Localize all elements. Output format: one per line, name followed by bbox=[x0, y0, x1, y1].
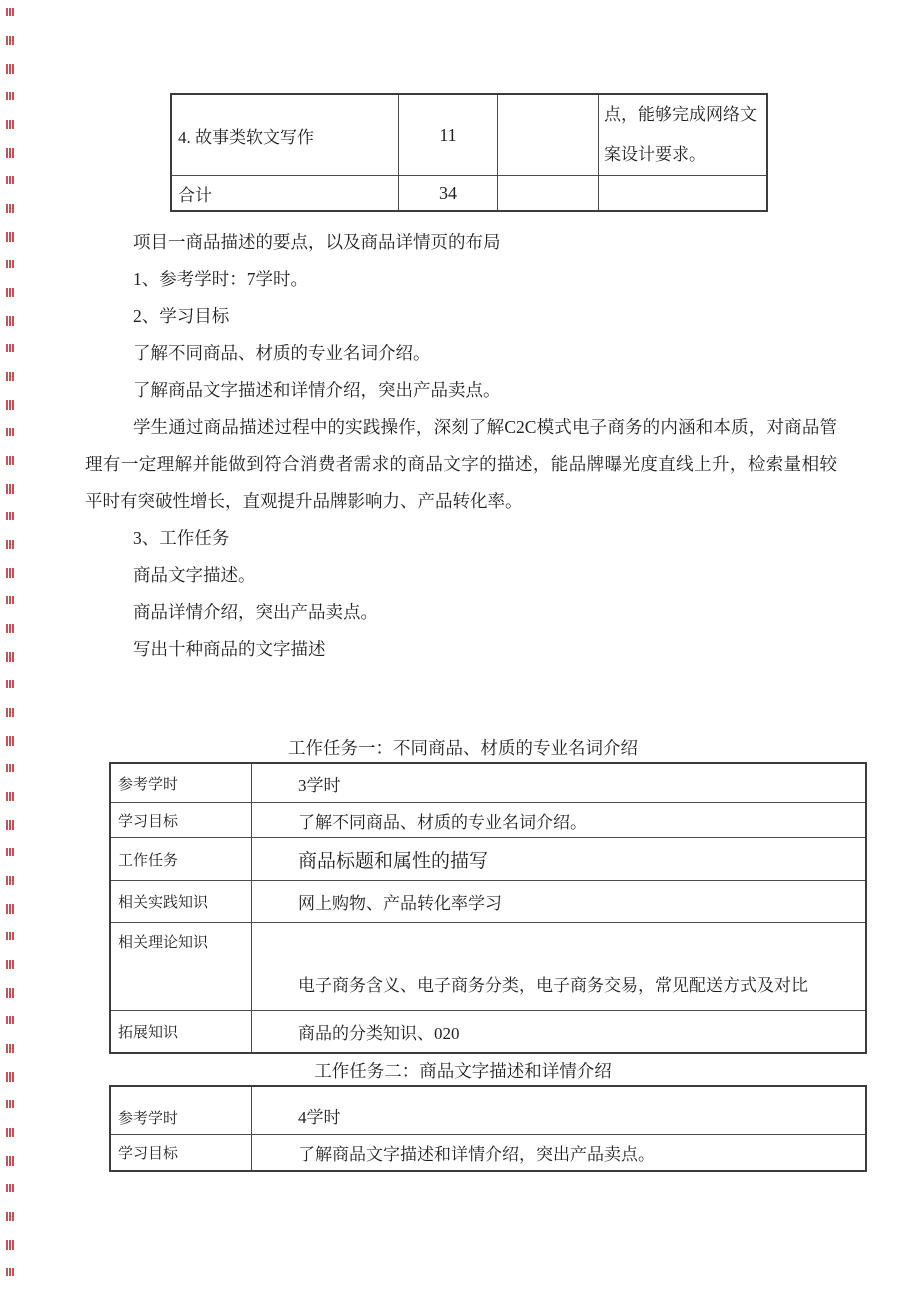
table-row bbox=[110, 881, 866, 923]
paragraph: 2、学习目标 bbox=[133, 306, 230, 326]
table-row bbox=[110, 763, 866, 803]
table-row-total bbox=[171, 176, 767, 212]
requirement-cell: 点，能够完成网络文案设计要求。 bbox=[599, 94, 768, 176]
row-value: 电子商务含义、电子商务分类，电子商务交易，常见配送方式及对比 bbox=[252, 923, 867, 1011]
red-mark bbox=[6, 36, 14, 45]
row-value: 了解不同商品、材质的专业名词介绍。 bbox=[252, 803, 867, 838]
table-row bbox=[110, 1086, 866, 1135]
red-mark bbox=[6, 1100, 14, 1108]
red-mark bbox=[6, 624, 14, 633]
row-label: 学习目标 bbox=[110, 1135, 252, 1172]
paragraph-long: 学生通过商品描述过程中的实践操作，深刻了解C2C模式电子商务的内涵和本质，对商品管理有一定理解并能做到符合消费者需求的商品文字的描述，能品牌曝光度直线上升，检索量相较平时有突破性增长，直观提升品牌影响力、产品转化率。 bbox=[85, 417, 837, 511]
red-mark bbox=[6, 456, 14, 465]
red-mark bbox=[6, 1072, 14, 1082]
table-row bbox=[110, 838, 866, 881]
red-mark bbox=[6, 540, 14, 549]
task-table-1-title: 工作任务一：不同商品、材质的专业名词介绍 bbox=[288, 738, 638, 758]
red-mark bbox=[6, 260, 14, 268]
course-hours-table bbox=[170, 93, 768, 212]
table-row bbox=[110, 923, 866, 1011]
red-mark bbox=[6, 1212, 14, 1221]
table-row bbox=[110, 1011, 866, 1054]
red-mark bbox=[6, 1016, 14, 1024]
red-mark bbox=[6, 596, 14, 604]
red-mark bbox=[6, 176, 14, 184]
row-label: 拓展知识 bbox=[110, 1011, 252, 1054]
red-mark bbox=[6, 792, 14, 801]
red-mark bbox=[6, 1044, 14, 1053]
red-mark bbox=[6, 876, 14, 885]
task-table-2-title: 工作任务二：商品文字描述和详情介绍 bbox=[314, 1061, 612, 1081]
red-mark bbox=[6, 400, 14, 410]
empty-cell bbox=[498, 176, 599, 212]
row-label: 工作任务 bbox=[110, 838, 252, 881]
red-mark bbox=[6, 316, 14, 326]
red-mark bbox=[6, 512, 14, 520]
project-section bbox=[85, 224, 837, 668]
red-mark bbox=[6, 1268, 14, 1276]
red-mark bbox=[6, 932, 14, 940]
section-heading: 项目一商品描述的要点，以及商品详情页的布局 bbox=[133, 232, 501, 252]
red-mark bbox=[6, 148, 14, 158]
red-mark bbox=[6, 1184, 14, 1192]
row-label: 参考学时 bbox=[110, 763, 252, 803]
row-label: 学习目标 bbox=[110, 803, 252, 838]
red-mark bbox=[6, 428, 14, 436]
row-value: 4学时 bbox=[252, 1086, 867, 1135]
red-mark bbox=[6, 1128, 14, 1137]
course-name-cell: 4. 故事类软文写作 bbox=[171, 94, 399, 176]
row-value: 商品的分类知识、020 bbox=[252, 1011, 867, 1054]
row-value: 了解商品文字描述和详情介绍，突出产品卖点。 bbox=[252, 1135, 867, 1172]
table-row bbox=[110, 1135, 866, 1172]
row-value: 3学时 bbox=[252, 763, 867, 803]
hours-cell: 11 bbox=[399, 94, 498, 176]
paragraph: 1、参考学时：7学时。 bbox=[133, 269, 308, 289]
red-mark bbox=[6, 568, 14, 578]
empty-cell bbox=[498, 94, 599, 176]
red-mark bbox=[6, 1156, 14, 1166]
red-mark bbox=[6, 288, 14, 297]
red-mark bbox=[6, 680, 14, 688]
red-mark bbox=[6, 92, 14, 100]
paragraph: 写出十种商品的文字描述 bbox=[133, 639, 326, 659]
red-mark bbox=[6, 232, 14, 242]
red-mark bbox=[6, 120, 14, 129]
red-mark bbox=[6, 484, 14, 494]
row-label: 相关理论知识 bbox=[110, 923, 252, 1011]
paragraph: 商品详情介绍，突出产品卖点。 bbox=[133, 602, 378, 622]
red-mark bbox=[6, 736, 14, 746]
red-mark bbox=[6, 652, 14, 662]
red-mark bbox=[6, 764, 14, 772]
paragraph: 商品文字描述。 bbox=[133, 565, 256, 585]
empty-cell bbox=[599, 176, 768, 212]
red-mark bbox=[6, 1240, 14, 1250]
total-label-cell: 合计 bbox=[171, 176, 399, 212]
table-row bbox=[110, 803, 866, 838]
red-mark bbox=[6, 64, 14, 74]
red-mark bbox=[6, 204, 14, 213]
task-table-2 bbox=[109, 1085, 867, 1172]
paragraph: 了解商品文字描述和详情介绍，突出产品卖点。 bbox=[133, 380, 501, 400]
red-mark bbox=[6, 708, 14, 717]
red-mark bbox=[6, 344, 14, 352]
total-hours-cell: 34 bbox=[399, 176, 498, 212]
red-mark bbox=[6, 960, 14, 969]
table-row bbox=[171, 94, 767, 176]
row-label: 相关实践知识 bbox=[110, 881, 252, 923]
red-mark bbox=[6, 372, 14, 381]
red-mark bbox=[6, 820, 14, 830]
row-value: 网上购物、产品转化率学习 bbox=[252, 881, 867, 923]
left-edge-watermark-marks bbox=[0, 0, 22, 1301]
red-mark bbox=[6, 8, 14, 16]
red-mark bbox=[6, 848, 14, 856]
row-label: 参考学时 bbox=[110, 1086, 252, 1135]
task-table-1 bbox=[109, 762, 867, 1054]
row-value: 商品标题和属性的描写 bbox=[252, 838, 867, 881]
red-mark bbox=[6, 988, 14, 998]
paragraph: 3、工作任务 bbox=[133, 528, 230, 548]
paragraph: 了解不同商品、材质的专业名词介绍。 bbox=[133, 343, 431, 363]
red-mark bbox=[6, 904, 14, 914]
